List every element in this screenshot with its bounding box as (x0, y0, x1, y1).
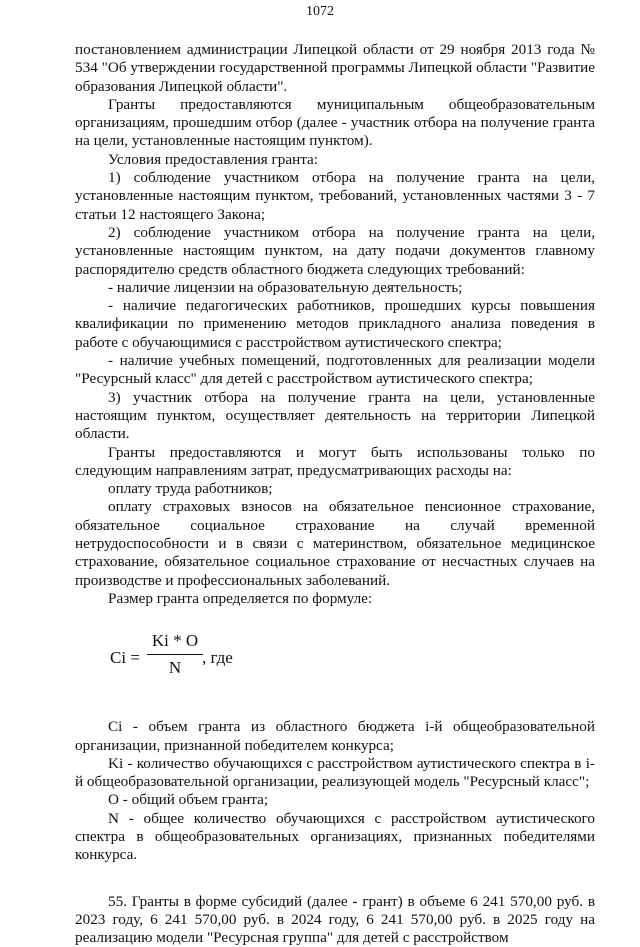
paragraph: оплату страховых взносов на обязательное пенсионное страхование, обязательное социальное страхование на случай временной нетрудоспособности и в связи с материнством, обязательное медицинское страхование, обязательное социальное страхование от несчастных случаев на производстве и профессиональных заболеваний. (75, 498, 595, 589)
paragraph: N - общее количество обучающихся с расстройством аутистического спектра в общеобразовательных организациях, признанных победителями конкурса. (75, 809, 595, 864)
paragraph: оплату труда работников; (108, 480, 273, 498)
paragraph: 1) соблюдение участником отбора на получение гранта на цели, установленные настоящим пунктом, требований, установленных частями 3 - 7 статьи 12 настоящего Закона; (75, 169, 595, 223)
paragraph: - наличие учебных помещений, подготовленных для реализации модели "Ресурсный класс" для детей с расстройством аутистического спектра; (75, 352, 595, 388)
text-block-top (75, 41, 595, 608)
paragraph: Гранты предоставляются и могут быть использованы только по следующим направлениям затрат, предусматривающих расходы на: (75, 443, 595, 479)
formula-numerator: Ki * O (151, 631, 199, 651)
paragraph-item-55: 55. Гранты в форме субсидий (далее - грант) в объеме 6 241 570,00 руб. в 2023 году, 6 241 570,00 руб. в 2024 году, 6 241 570,00 руб. в 2025 году на реализацию модели "Ресурсная группа" для детей с расстройством (75, 892, 595, 947)
fraction-bar (147, 654, 203, 655)
paragraph: Гранты предоставляются муниципальным общеобразовательным организациям, прошедшим отбор (далее - участник отбора на получение гранта на цели, установленные настоящим пунктом). (75, 95, 595, 150)
formula-rhs: , где (202, 648, 233, 668)
paragraph: постановлением администрации Липецкой области от 29 ноября 2013 года № 534 "Об утверждении государственной программы Липецкой области "Развитие образования Липецкой области". (75, 41, 595, 95)
document-body (75, 41, 595, 947)
grant-formula (75, 630, 595, 694)
page-number: 1072 (306, 4, 334, 19)
text-block-bottom (75, 718, 595, 864)
paragraph: Ki - количество обучающихся с расстройством аутистического спектра в i-й общеобразовательной организации, реализующей модель "Ресурсный класс"; (75, 754, 595, 791)
paragraph: 3) участник отбора на получение гранта на цели, установленные настоящим пунктом, осуществляет деятельность на территории Липецкой области. (75, 388, 595, 443)
paragraph: - наличие педагогических работников, прошедших курсы повышения квалификации по применению методов прикладного анализа поведения в работе с обучающимися с расстройством аутистического спектра; (75, 297, 595, 351)
paragraph: 2) соблюдение участником отбора на получение гранта на цели, установленные настоящим пунктом, на дату подачи документов главному распорядителю средств областного бюджета следующих требований: (75, 223, 595, 278)
paragraph: Размер гранта определяется по формуле: (108, 589, 373, 607)
paragraph: Условия предоставления гранта: (108, 150, 318, 168)
paragraph: Ci - объем гранта из областного бюджета i-й общеобразовательной организации, признанной победителем конкурса; (75, 718, 595, 754)
formula-fraction (147, 630, 203, 679)
paragraph: O - общий объем гранта; (108, 791, 269, 809)
formula-denominator: N (168, 658, 182, 678)
paragraph: - наличие лицензии на образовательную деятельность; (108, 278, 463, 296)
formula-lhs: Ci = (110, 648, 140, 668)
